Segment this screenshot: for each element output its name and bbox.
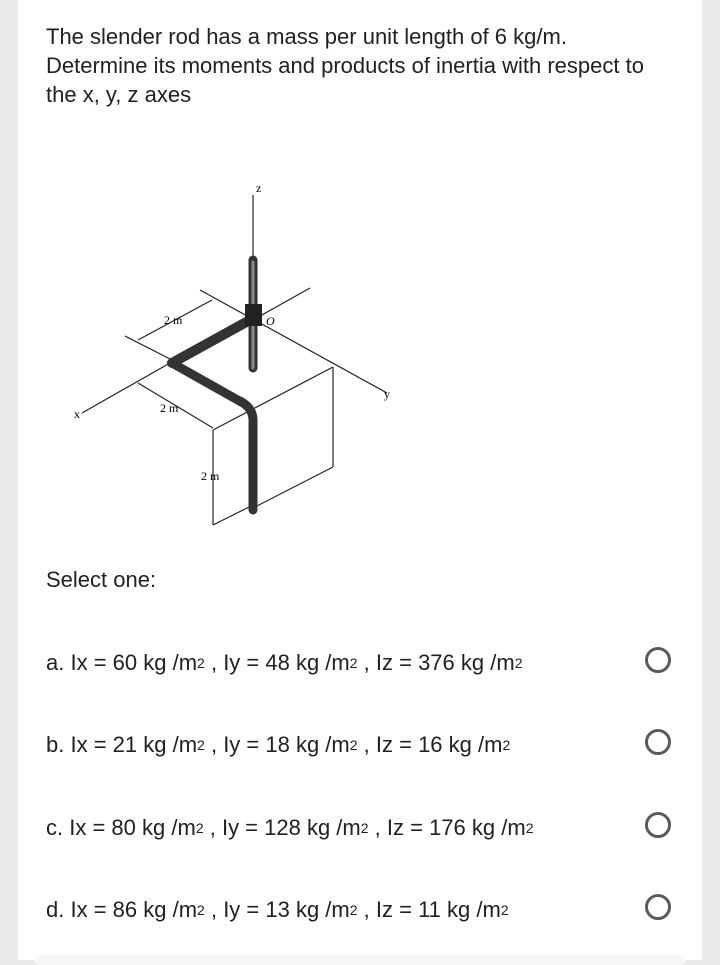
sup: 2 — [514, 655, 523, 671]
dim-label-1: 2 m — [164, 313, 183, 327]
x-label: x — [74, 407, 80, 421]
option-a-radio[interactable] — [645, 647, 671, 673]
option-b[interactable]: b. Ix = 21 kg /m 2 , Iy = 18 kg /m 2 , Iz = 16 kg /m 2 — [46, 732, 676, 758]
iz-value: Iz = 11 kg /m — [375, 897, 501, 922]
option-c-radio[interactable] — [645, 812, 671, 838]
option-c[interactable]: c. Ix = 80 kg /m 2 , Iy = 128 kg /m 2 , Iz = 176 kg /m 2 — [46, 815, 676, 841]
dim-label-3: 2 m — [201, 469, 220, 483]
sup: 2 — [500, 902, 509, 918]
y-label: y — [384, 387, 390, 401]
option-a[interactable]: a. Ix = 60 kg /m 2 , Iy = 48 kg /m 2 , Iz = 376 kg /m 2 — [46, 650, 676, 676]
x-axis — [82, 363, 170, 413]
iy-value: Iy = 48 kg /m — [223, 650, 350, 675]
iy-value: Iy = 18 kg /m — [223, 732, 350, 757]
sup: 2 — [195, 820, 204, 836]
select-one-label: Select one: — [46, 567, 157, 592]
option-d-radio[interactable] — [645, 894, 671, 920]
question-text: The slender rod has a mass per unit length of 6 kg/m. Determine its moments and products of inertia with respect to the x, y, z axes — [46, 24, 644, 107]
option-letter: b. — [46, 732, 65, 757]
option-letter: d. — [46, 897, 65, 922]
sup: 2 — [197, 655, 205, 671]
sup: 2 — [525, 820, 534, 836]
sup: 2 — [349, 902, 358, 918]
ix-value: Ix = 21 kg /m — [70, 732, 198, 757]
next-card-edge — [34, 955, 686, 965]
option-d[interactable]: d. Ix = 86 kg /m 2 , Iy = 13 kg /m 2 , Iz = 11 kg /m 2 — [46, 897, 676, 923]
iz-value: Iz = 176 kg /m — [386, 815, 526, 840]
iy-value: Iy = 128 kg /m — [221, 815, 361, 840]
ix-value: Ix = 86 kg /m — [70, 897, 198, 922]
option-letter: c. — [46, 815, 64, 840]
option-b-radio[interactable] — [645, 729, 671, 755]
sup: 2 — [197, 737, 205, 753]
option-letter: a. — [46, 650, 65, 675]
sup: 2 — [349, 655, 358, 671]
ix-value: Ix = 80 kg /m — [69, 815, 196, 840]
rod-figure — [60, 170, 420, 530]
z-label: z — [256, 181, 262, 195]
iz-value: Iz = 16 kg /m — [375, 732, 503, 757]
iz-value: Iz = 376 kg /m — [375, 650, 515, 675]
dim-label-2: 2 m — [160, 401, 179, 415]
sup: 2 — [349, 737, 358, 753]
sup: 2 — [360, 820, 369, 836]
ix-value: Ix = 60 kg /m — [70, 650, 198, 675]
origin-label: O — [266, 314, 275, 328]
sup: 2 — [197, 902, 205, 918]
sup: 2 — [502, 737, 511, 753]
y-axis — [200, 290, 387, 393]
iy-value: Iy = 13 kg /m — [223, 897, 350, 922]
